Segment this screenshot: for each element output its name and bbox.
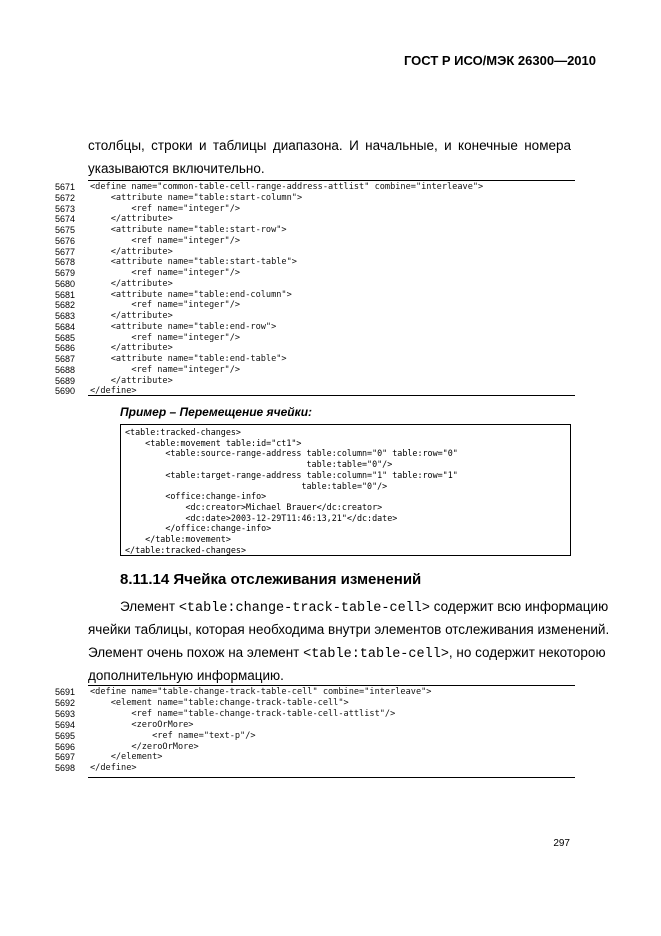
example-code-line: </table:tracked-changes> bbox=[125, 544, 247, 555]
para-text: , но содержит некоторою bbox=[448, 645, 606, 660]
example-code-line: </office:change-info> bbox=[125, 523, 272, 534]
code-line bbox=[55, 236, 575, 247]
code-text: <ref name="integer"/> bbox=[90, 268, 241, 278]
code-top-rule bbox=[88, 685, 575, 686]
code-text: <attribute name="table:end-column"> bbox=[90, 289, 292, 300]
example-code-line: <table:source-range-address table:column="0" table:row="0" bbox=[125, 448, 458, 459]
intro-line-1: столбцы, строки и таблицы диапазона. И начальные, и конечные номера bbox=[88, 138, 571, 153]
code-text: <ref name="table-change-track-table-cell-attlist"/> bbox=[90, 708, 396, 719]
line-number: 5671 bbox=[55, 182, 76, 192]
code-bottom-rule bbox=[88, 777, 575, 778]
code-text: <attribute name="table:end-table"> bbox=[90, 354, 287, 364]
code-text: <ref name="integer"/> bbox=[90, 364, 241, 375]
line-number: 5683 bbox=[55, 311, 76, 321]
code-line bbox=[55, 698, 575, 709]
example-code-line: <table:target-range-address table:column="1" table:row="1" bbox=[125, 469, 458, 480]
example-code-line: <office:change-info> bbox=[125, 491, 267, 502]
line-number: 5687 bbox=[55, 354, 76, 364]
code-line bbox=[55, 709, 575, 720]
code-line bbox=[55, 752, 575, 763]
line-number: 5696 bbox=[55, 741, 76, 752]
line-number: 5698 bbox=[55, 763, 76, 774]
code-line bbox=[55, 742, 575, 753]
code-line bbox=[55, 204, 575, 215]
example-code-line: <table:movement table:id="ct1"> bbox=[125, 437, 302, 448]
code-listing-2 bbox=[55, 685, 575, 780]
code-line bbox=[55, 193, 575, 204]
code-line bbox=[55, 365, 575, 376]
line-number: 5677 bbox=[55, 246, 76, 257]
code-line bbox=[55, 333, 575, 344]
line-number: 5690 bbox=[55, 386, 76, 397]
line-number: 5680 bbox=[55, 278, 76, 289]
inline-code: <table:change-track-table-cell> bbox=[178, 601, 430, 616]
code-text: </zeroOrMore> bbox=[90, 741, 199, 752]
code-text: </attribute> bbox=[90, 311, 173, 321]
code-line bbox=[55, 225, 575, 236]
line-number: 5672 bbox=[55, 192, 76, 203]
line-number: 5682 bbox=[55, 300, 76, 311]
code-line bbox=[55, 214, 575, 225]
line-number: 5675 bbox=[55, 225, 76, 235]
code-line bbox=[55, 731, 575, 742]
example-code-box bbox=[120, 424, 571, 556]
code-line bbox=[55, 354, 575, 365]
code-text: <define name="common-table-cell-range-address-attlist" combine="interleave"> bbox=[90, 182, 484, 192]
line-number: 5693 bbox=[55, 708, 76, 719]
example-code-line: <table:tracked-changes> bbox=[125, 427, 241, 437]
line-number: 5686 bbox=[55, 343, 76, 354]
line-number: 5684 bbox=[55, 321, 76, 332]
code-text: <attribute name="table:start-table"> bbox=[90, 257, 297, 268]
section-para-line-1 bbox=[120, 598, 609, 618]
code-text: <ref name="integer"/> bbox=[90, 332, 241, 343]
code-text: </element> bbox=[90, 752, 163, 763]
document-header: ГОСТ Р ИСО/МЭК 26300—2010 bbox=[403, 53, 596, 68]
code-line bbox=[55, 279, 575, 290]
code-line bbox=[55, 182, 575, 193]
code-text: <ref name="integer"/> bbox=[90, 300, 241, 311]
line-number: 5689 bbox=[55, 375, 76, 386]
code-text: <attribute name="table:start-row"> bbox=[90, 225, 287, 235]
code-text: </attribute> bbox=[90, 375, 173, 386]
para-text: Элемент очень похож на элемент bbox=[88, 645, 304, 660]
inline-code: <table:table-cell> bbox=[303, 647, 449, 662]
page-number: 297 bbox=[553, 838, 570, 849]
line-number: 5685 bbox=[55, 332, 76, 343]
example-label: Пример – Перемещение ячейки: bbox=[120, 405, 313, 419]
code-bottom-rule bbox=[88, 395, 575, 396]
code-line bbox=[55, 268, 575, 279]
code-text: </attribute> bbox=[90, 246, 173, 257]
line-number: 5694 bbox=[55, 719, 76, 730]
line-number: 5695 bbox=[55, 730, 76, 741]
section-heading: 8.11.14 Ячейка отслеживания изменений bbox=[120, 571, 422, 588]
code-text: <ref name="integer"/> bbox=[90, 203, 241, 214]
code-line bbox=[55, 687, 575, 698]
example-code-line: <dc:date>2003-12-29T11:46:13,21"</dc:date> bbox=[125, 512, 398, 523]
code-text: <ref name="integer"/> bbox=[90, 235, 241, 246]
code-text: <zeroOrMore> bbox=[90, 719, 194, 730]
line-number: 5676 bbox=[55, 235, 76, 246]
example-code-line: table:table="0"/> bbox=[125, 459, 393, 470]
section-para-line-3 bbox=[88, 644, 606, 664]
code-text: </define> bbox=[90, 763, 137, 774]
line-number: 5688 bbox=[55, 364, 76, 375]
line-number: 5673 bbox=[55, 203, 76, 214]
code-line bbox=[55, 376, 575, 387]
line-number: 5691 bbox=[55, 687, 76, 697]
example-code-line: <dc:creator>Michael Brauer</dc:creator> bbox=[125, 501, 383, 512]
line-number: 5679 bbox=[55, 268, 76, 278]
code-text: </attribute> bbox=[90, 343, 173, 354]
code-line bbox=[55, 720, 575, 731]
code-line bbox=[55, 257, 575, 268]
line-number: 5674 bbox=[55, 214, 76, 225]
code-line bbox=[55, 247, 575, 258]
code-line bbox=[55, 322, 575, 333]
para-text: Элемент bbox=[120, 599, 179, 614]
code-text: </attribute> bbox=[90, 214, 173, 225]
section-para-line-2: ячейки таблицы, которая необходима внутри элементов отслеживания изменений. bbox=[88, 622, 610, 637]
line-number: 5678 bbox=[55, 257, 76, 268]
code-listing-1 bbox=[55, 180, 575, 398]
example-code-line: table:table="0"/> bbox=[125, 480, 388, 491]
code-line bbox=[55, 311, 575, 322]
code-text: <define name="table-change-track-table-cell" combine="interleave"> bbox=[90, 687, 432, 697]
para-text: содержит всю информацию bbox=[429, 599, 609, 614]
code-line bbox=[55, 290, 575, 301]
code-text: <attribute name="table:start-column"> bbox=[90, 192, 303, 203]
line-number: 5681 bbox=[55, 289, 76, 300]
intro-line-2: указываются включительно. bbox=[88, 161, 265, 176]
code-line bbox=[55, 343, 575, 354]
code-text: <element name="table:change-track-table-cell"> bbox=[90, 697, 349, 708]
line-number: 5697 bbox=[55, 752, 76, 763]
example-code-line: </table:movement> bbox=[125, 534, 231, 544]
code-line bbox=[55, 300, 575, 311]
line-number: 5692 bbox=[55, 697, 76, 708]
code-line bbox=[55, 763, 575, 774]
code-text: <ref name="text-p"/> bbox=[90, 730, 256, 741]
section-para-line-4: дополнительную информацию. bbox=[88, 668, 284, 683]
code-text: <attribute name="table:end-row"> bbox=[90, 321, 277, 332]
code-text: </define> bbox=[90, 386, 137, 397]
code-text: </attribute> bbox=[90, 278, 173, 289]
code-top-rule bbox=[88, 180, 575, 181]
